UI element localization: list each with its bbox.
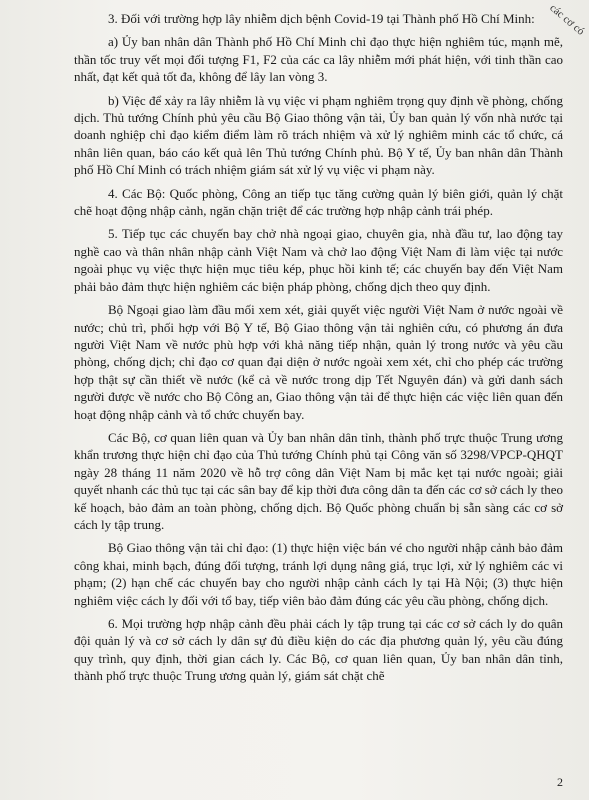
paragraph-4: 4. Các Bộ: Quốc phòng, Công an tiếp tục tăng cường quản lý biên giới, quản lý chặt chẽ hoạt động nhập cảnh, ngăn chặn triệt để các trường hợp nhập cảnh trái phép. bbox=[74, 185, 563, 219]
corner-handwritten-note: các cơ có bbox=[547, 2, 587, 38]
paragraph-3b: b) Việc để xảy ra lây nhiễm là vụ việc vi phạm nghiêm trọng quy định về phòng, chống dịch. Thủ tướng Chính phủ yêu cầu Bộ Giao thông vận tải, Ủy ban quản lý vốn nhà nước tại doanh nghiệp chỉ đạo kiểm điểm làm rõ trách nhiệm và xử lý nghiêm minh các tổ chức, cá nhân liên quan, báo cáo kết quả lên Thủ tướng Chính phủ. Bộ Y tế, Ủy ban nhân dân Thành phố Hồ Chí Minh có trách nhiệm giám sát xử lý vụ việc vi phạm này. bbox=[74, 92, 563, 178]
page-number: 2 bbox=[557, 775, 563, 789]
paragraph-foreign-affairs: Bộ Ngoại giao làm đầu mối xem xét, giải quyết việc người Việt Nam ở nước ngoài về nước; chủ trì, phối hợp với Bộ Y tế, Bộ Giao thông vận tải nghiên cứu, có phương án đưa người Việt Nam về nước phù hợp với khả năng tiếp nhận, quản lý trong nước và yêu cầu phòng, chống dịch; chỉ đạo cơ quan đại diện ở nước ngoài xem xét, chỉ cho phép các trường hợp thật sự cần thiết về nước (kể cả về nước trong dịp Tết Nguyên đán) và gửi danh sách người được về nước cho Bộ Công an, Giao thông vận tải để thực hiện các việc liên quan đến hoạt động nhập cảnh và tổ chức chuyến bay. bbox=[74, 302, 563, 422]
paragraph-transport: Bộ Giao thông vận tải chỉ đạo: (1) thực hiện việc bán vé cho người nhập cảnh bảo đảm công khai, minh bạch, đúng đối tượng, tránh lợi dụng nâng giá, trục lợi, xử lý nghiêm các vi phạm; (2) hạn chế các chuyến bay cho người nhập cảnh cách ly tại Hà Nội; (3) thực hiện nghiêm việc cách ly đối với tổ bay, tiếp viên bảo đảm đúng các yêu cầu phòng, chống dịch. bbox=[74, 540, 563, 608]
paragraph-ministries: Các Bộ, cơ quan liên quan và Ủy ban nhân dân tỉnh, thành phố trực thuộc Trung ương khẩn trương thực hiện chỉ đạo của Thủ tướng Chính phủ tại Công văn số 3298/VPCP-QHQT ngày 28 tháng 11 năm 2020 về hỗ trợ công dân Việt Nam bị mắc kẹt tại nước ngoài; giải quyết nhanh các thủ tục tại các sân bay để kịp thời đưa công dân ta đến các cơ sở cách ly theo kế hoạch, bảo đảm an toàn phòng, chống dịch. Bộ Quốc phòng chuẩn bị sẵn sàng các cơ sở cách ly tập trung. bbox=[74, 429, 563, 532]
paragraph-5: 5. Tiếp tục các chuyến bay chở nhà ngoại giao, chuyên gia, nhà đầu tư, lao động tay nghề cao và thân nhân nhập cảnh Việt Nam và chở lao động Việt Nam đi làm việc tại nước ngoài phục vụ việc thực hiện mục tiêu kép, phục hồi kinh tế; các chuyến bay đến Việt Nam phải bảo đảm thực hiện nghiêm các biện pháp phòng, chống dịch theo quy định. bbox=[74, 226, 563, 294]
paragraph-3-heading: 3. Đối với trường hợp lây nhiễm dịch bệnh Covid-19 tại Thành phố Hồ Chí Minh: bbox=[108, 11, 535, 26]
paragraph-3a: a) Ủy ban nhân dân Thành phố Hồ Chí Minh chỉ đạo thực hiện nghiêm túc, mạnh mẽ, thần tốc truy vết mọi đối tượng F1, F2 của các ca lây nhiễm mới phát hiện, với tinh thần cao nhất, đạt kết quả tốt đa, không để lây lan vòng 3. bbox=[74, 34, 563, 85]
paragraph-6: 6. Mọi trường hợp nhập cảnh đều phải cách ly tập trung tại các cơ sở cách ly do quân đội quản lý và cơ sở cách ly dân sự đủ điều kiện do các địa phương quản lý, yêu cầu đúng quy trình, quy định, thời gian cách ly. Các Bộ, cơ quan liên quan, Ủy ban nhân dân tỉnh, thành phố trực thuộc Trung ương quản lý, giám sát chặt chẽ bbox=[74, 616, 563, 684]
